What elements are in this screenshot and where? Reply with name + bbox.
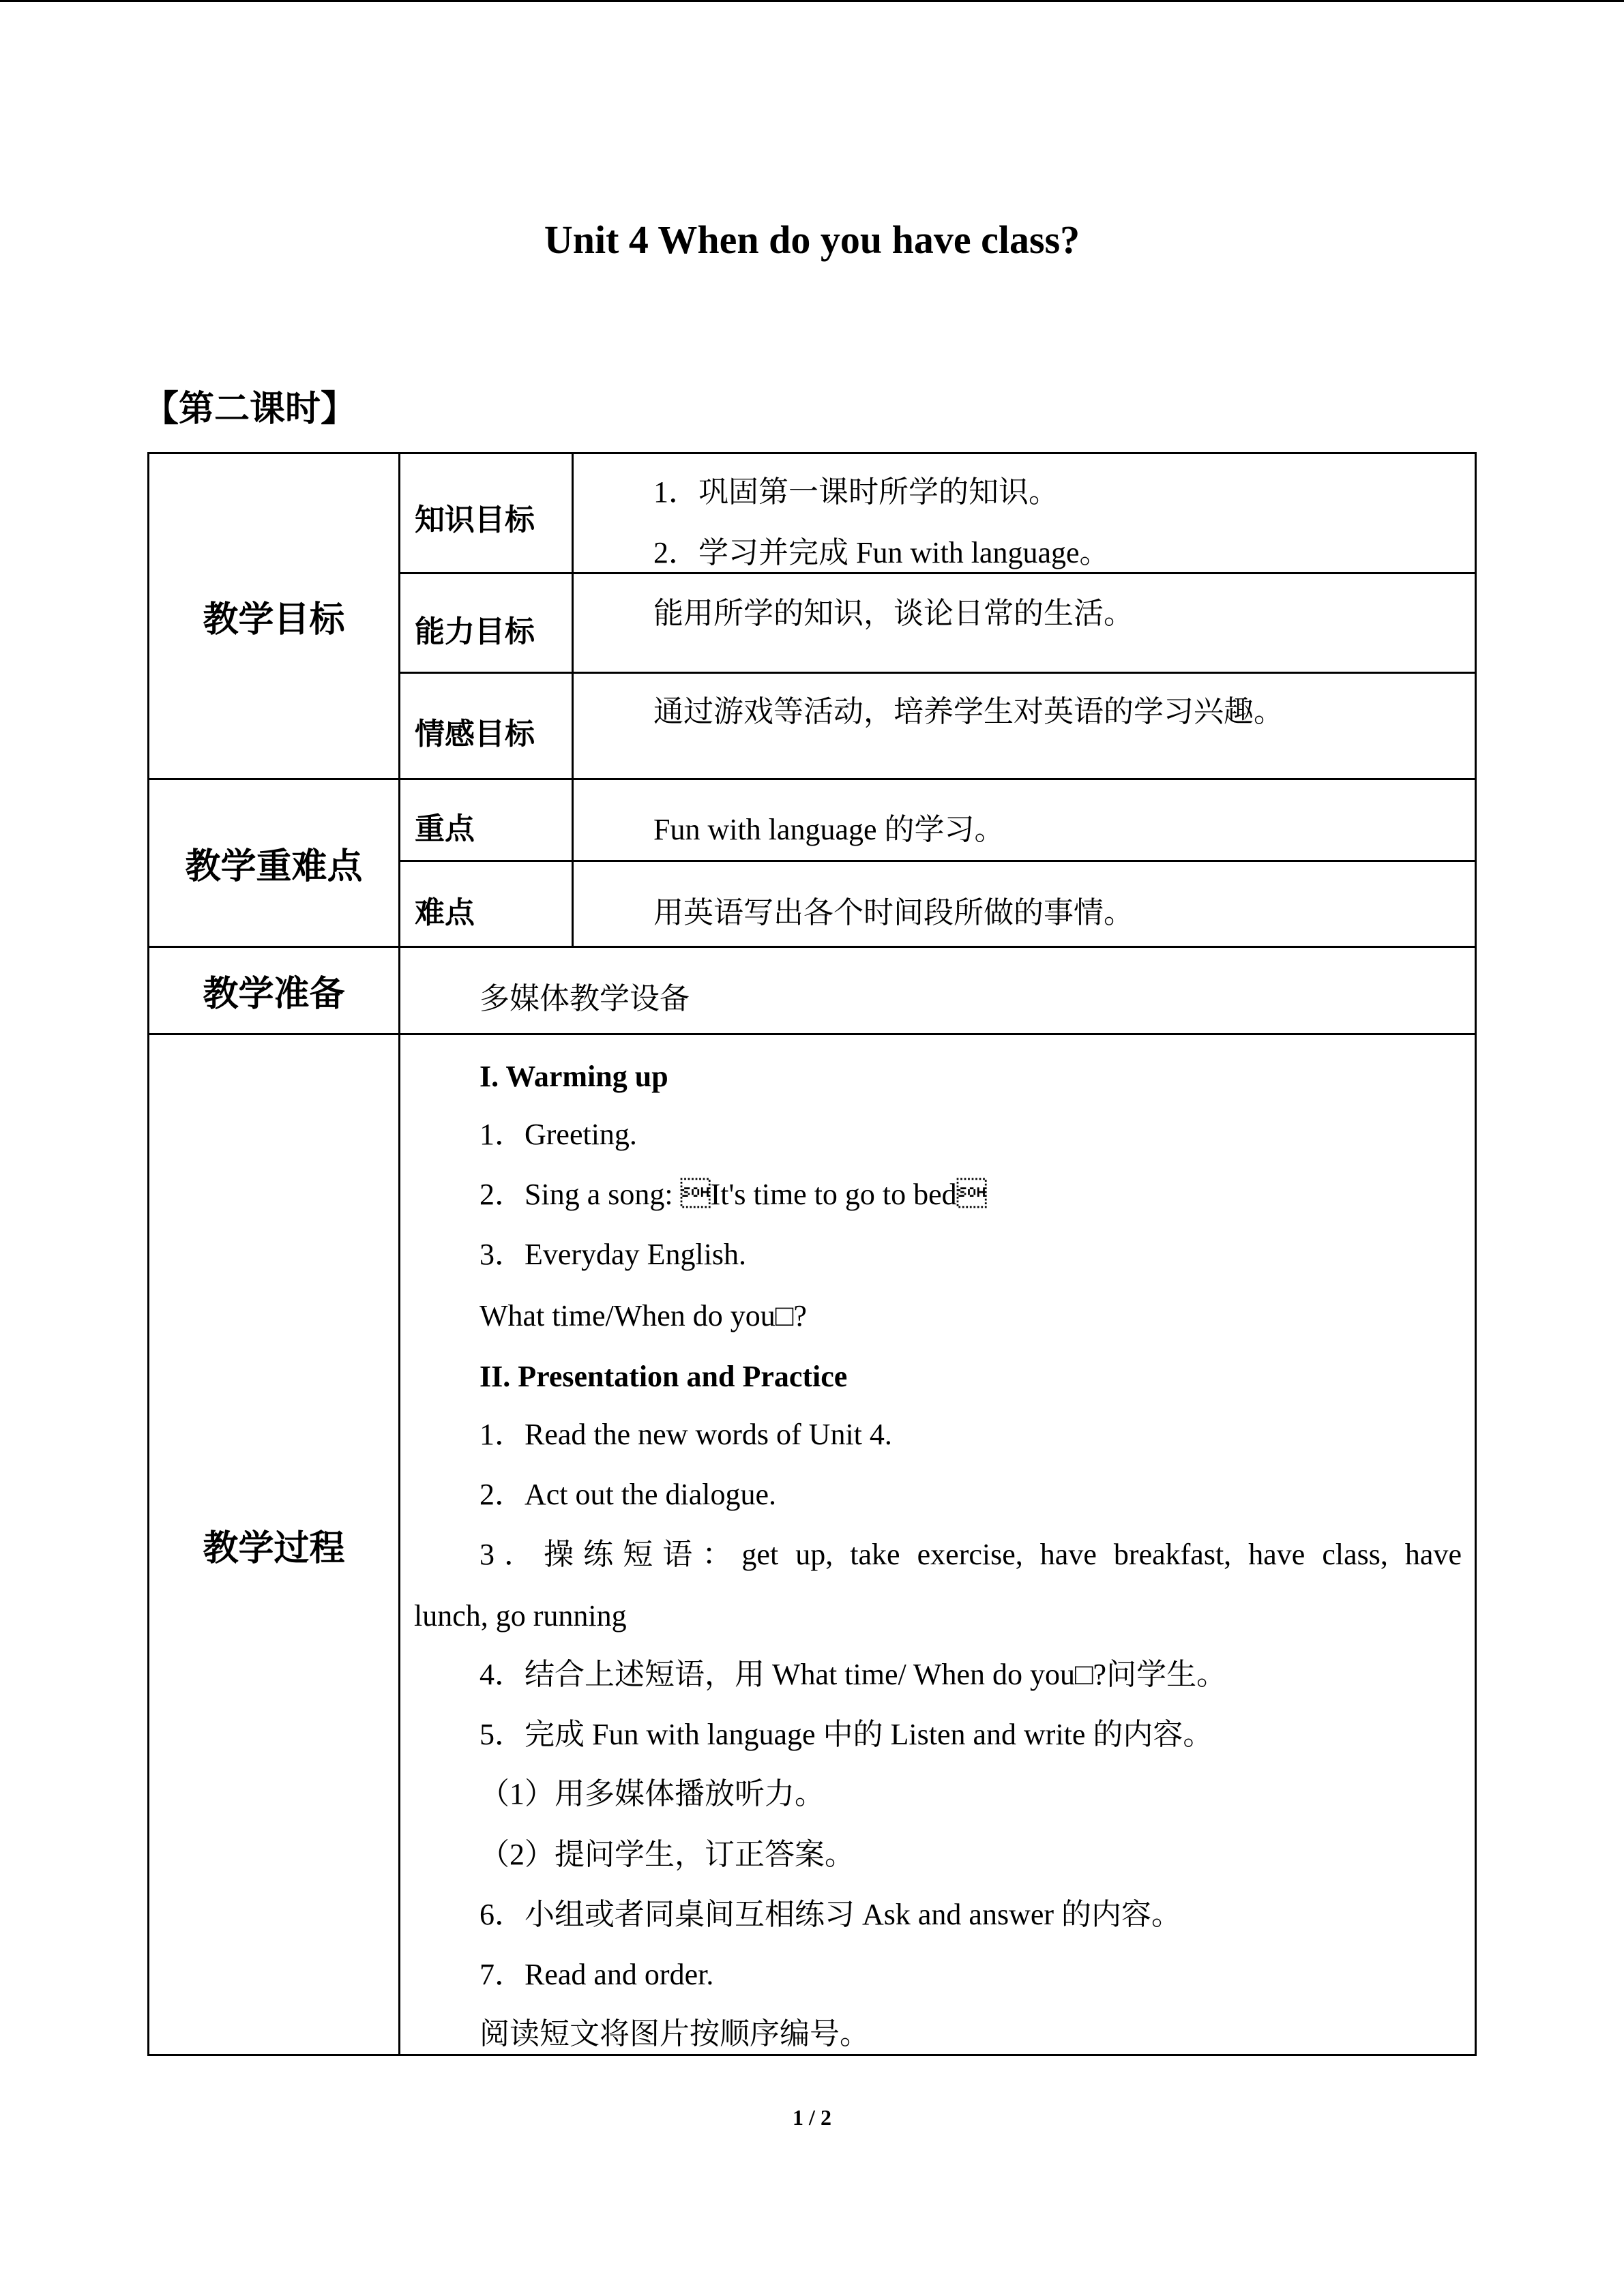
key-text: Fun with language 的学习。 [653, 813, 1005, 846]
knowledge-item: 2．学习并完成 Fun with language。 [653, 536, 1110, 569]
difficult-text: 用英语写出各个时间段所做的事情。 [653, 896, 1134, 929]
section-label: 【第二课时】 [143, 389, 357, 430]
sublabel-key: 重点 [415, 811, 475, 846]
knowledge-item: 1．巩固第一课时所学的知识。 [653, 475, 1059, 509]
sublabel-emotion: 情感目标 [415, 717, 535, 751]
process-line: 6．小组或者同桌间互相练习 Ask and answer 的内容。 [479, 1898, 1182, 1931]
process-line: 2．Act out the dialogue. [479, 1478, 777, 1511]
sublabel-ability: 能力目标 [415, 614, 535, 649]
category-objectives: 教学目标 [203, 599, 345, 640]
ability-text: 能用所学的知识，谈论日常的生活。 [653, 597, 1134, 630]
process-line: 2．Sing a song: It's time to go to bed [479, 1178, 987, 1211]
process-line: 1．Greeting. [479, 1118, 637, 1151]
process-heading: II. Presentation and Practice [479, 1360, 848, 1393]
emotion-text: 通过游戏等活动，培养学生对英语的学习兴趣。 [653, 695, 1284, 728]
category-preparation: 教学准备 [203, 974, 345, 1015]
process-line: What time/When do you□? [479, 1299, 807, 1332]
top-border-line [0, 0, 1624, 2]
process-heading: I. Warming up [479, 1060, 668, 1093]
preparation-text: 多媒体教学设备 [479, 982, 690, 1015]
sublabel-difficult: 难点 [415, 895, 475, 930]
row-divider [398, 672, 1477, 674]
row-divider [398, 860, 1477, 862]
process-line: 7．Read and order. [479, 1958, 714, 1991]
col-divider [398, 452, 400, 2056]
process-line: 4．结合上述短语，用 What time/ When do you□?问学生。 [479, 1658, 1227, 1691]
process-line: 阅读短文将图片按顺序编号。 [479, 2017, 870, 2051]
table-border-right [1475, 452, 1477, 2056]
process-line: 5．完成 Fun with language 中的 Listen and write 的内容。 [479, 1718, 1213, 1751]
process-line: （2）提问学生，订正答案。 [479, 1838, 855, 1871]
page-number: 1 / 2 [793, 2105, 831, 2130]
sublabel-knowledge: 知识目标 [415, 503, 535, 537]
process-line: 1．Read the new words of Unit 4. [479, 1418, 892, 1451]
col-divider [572, 452, 574, 948]
process-line: lunch, go running [414, 1599, 627, 1632]
process-line: 3．Everyday English. [479, 1238, 747, 1271]
page-title: Unit 4 When do you have class? [544, 218, 1080, 262]
process-line: （1）用多媒体播放听力。 [479, 1777, 825, 1810]
process-line: 3．操练短语：get up, take exercise, have breakfast, have class, have [479, 1538, 1462, 1571]
category-key-points: 教学重难点 [185, 846, 363, 887]
category-process: 教学过程 [203, 1527, 345, 1569]
